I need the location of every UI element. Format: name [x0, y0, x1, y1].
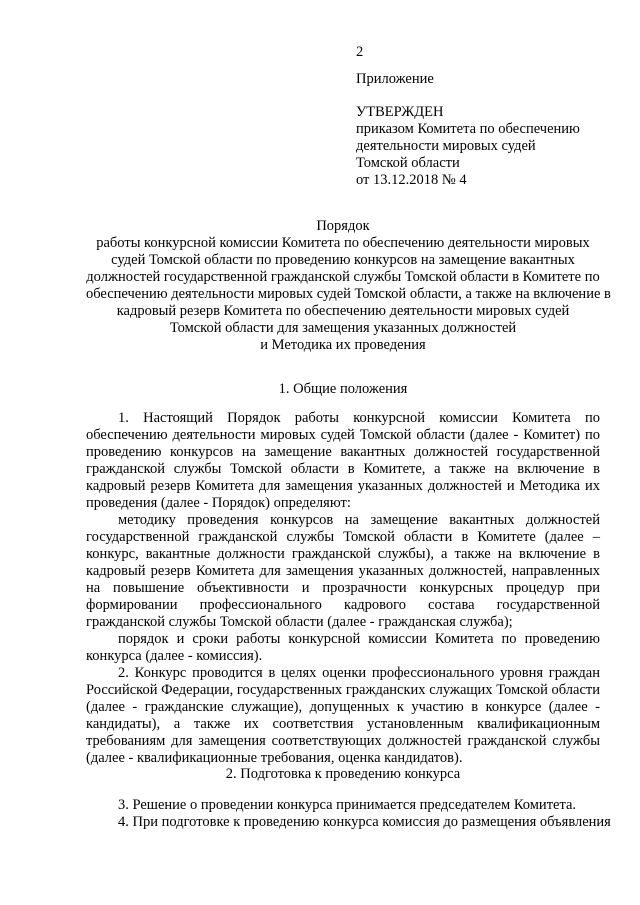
paragraph: 2. Конкурс проводится в целях оценки профессионального уровня граждан Российской Федерации, государственных гражданских служащих Томской области (далее - гражданские служащие), допущенных к участию в конкурсе (далее - кандидаты), а также их соответствия установленным квалификационным требованиям для замещения соответствующих должностей гражданской службы (далее - квалификационные требования, оценка кандидатов).: [86, 665, 600, 766]
title-heading: Порядок: [316, 218, 370, 234]
approval-line: от 13.12.2018 № 4: [356, 172, 467, 188]
document-title: [86, 218, 611, 354]
title-line: и Методика их проведения: [260, 337, 426, 353]
section-heading-preparation: 2. Подготовка к проведению конкурса: [225, 766, 461, 782]
approval-line: Томской области: [356, 155, 460, 171]
paragraph: 3. Решение о проведении конкурса принимается председателем Комитета.: [118, 797, 577, 813]
title-line: судей Томской области по проведению конкурсов на замещение вакантных: [111, 252, 575, 268]
page-number: 2: [356, 44, 364, 60]
paragraph: 4. При подготовке к проведению конкурса комиссия до размещения объявления: [118, 814, 611, 830]
approval-line: деятельности мировых судей: [356, 138, 536, 154]
section-general-body: [86, 410, 600, 767]
approval-stamp: [356, 71, 626, 189]
title-line: работы конкурсной комиссии Комитета по обеспечению деятельности мировых: [96, 235, 590, 251]
paragraph: методику проведения конкурсов на замещение вакантных должностей государственной гражданской службы Томской области в Комитете (далее – конкурс, вакантные должности гражданской службы), а также на включение в кадровый резерв Комитета для замещения указанных должностей, направленных на повышение объективности и прозрачности конкурсных процедур при формировании профессионального кадрового состава государственной гражданской службы Томской области (далее - гражданская служба);: [86, 512, 600, 630]
approval-line: приказом Комитета по обеспечению: [356, 121, 580, 137]
approved-label: УТВЕРЖДЕН: [356, 104, 444, 120]
section-preparation-body: [86, 797, 611, 831]
title-line: обеспечению деятельности мировых судей Томской области, а также на включение в: [86, 286, 611, 302]
appendix-label: Приложение: [356, 71, 434, 87]
title-line: Томской области для замещения указанных должностей: [169, 320, 517, 336]
title-line: кадровый резерв Комитета по обеспечению деятельности мировых судей: [116, 303, 570, 319]
paragraph: порядок и сроки работы конкурсной комиссии Комитета по проведению конкурса (далее - комиссия).: [86, 631, 600, 664]
paragraph: 1. Настоящий Порядок работы конкурсной комиссии Комитета по обеспечению деятельности мировых судей Томской области (далее - Комитет) по проведению конкурсов на замещение вакантных должностей государственной гражданской службы Томской области в Комитете, а также на включение в кадровый резерв Комитета для замещения указанных должностей и Методика их проведения (далее - Порядок) определяют:: [86, 410, 600, 511]
title-line: должностей государственной гражданской службы Томской области в Комитете по: [86, 269, 600, 285]
section-heading-general: 1. Общие положения: [278, 381, 408, 397]
